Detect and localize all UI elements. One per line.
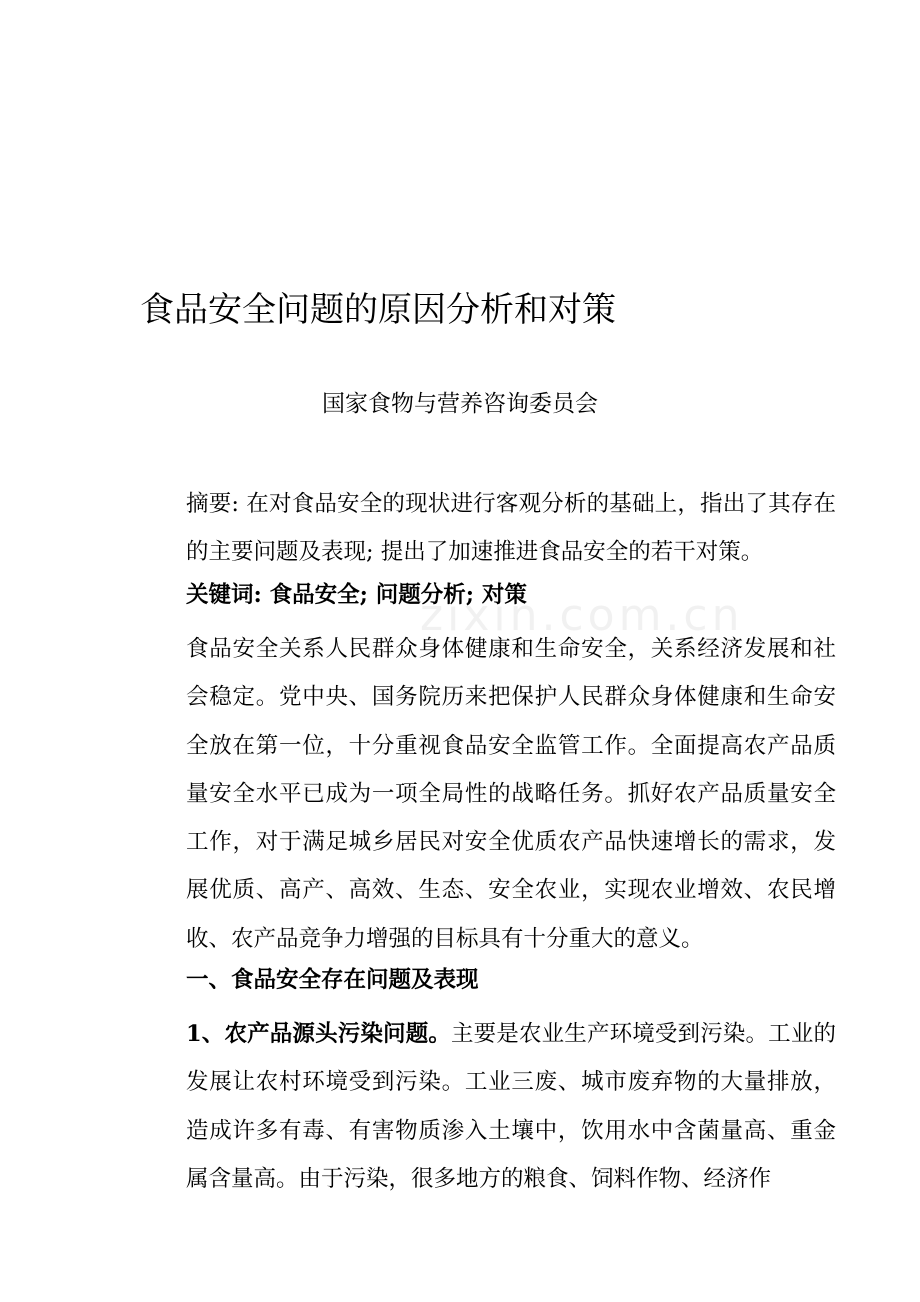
- watermark: zixin.com.cn: [420, 590, 744, 641]
- abstract-paragraph: 摘要: 在对食品安全的现状进行客观分析的基础上，指出了其存在的主要问题及表现; 提出了加速推进食品安全的若干对策。: [186, 491, 836, 566]
- paragraph-lead: 1、农产品源头污染问题。: [186, 1021, 452, 1047]
- section1-paragraph-1: [140, 1010, 836, 1203]
- paragraph-text: 主要是农业生产环境受到污染。工业的发展让农村环境受到污染。工业三废、城市废弃物的大量排放，造成许多有毒、有害物质渗入土壤中，饮用水中含菌量高、重金属含量高。由于污染，很多地方的粮食、饲料作物、经济作: [186, 1021, 836, 1192]
- section-heading-1: 一、食品安全存在问题及表现: [186, 967, 479, 993]
- keywords-line: 关键词: 食品安全; 问题分析; 对策: [186, 582, 527, 608]
- document-title: 食品安全问题的原因分析和对策: [140, 290, 616, 330]
- intro-paragraph: 食品安全关系人民群众身体健康和生命安全，关系经济发展和社会稳定。党中央、国务院历来把保护人民群众身体健康和生命安全放在第一位，十分重视食品安全监管工作。全面提高农产品质量安全水平已成为一项全局性的战略任务。抓好农产品质量安全工作，对于满足城乡居民对安全优质农产品快速增长的需求，发展优质、高产、高效、生态、安全农业，实现农业增效、农民增收、农产品竞争力增强的目标具有十分重大的意义。: [186, 636, 836, 952]
- document-author: 国家食物与营养咨询委员会: [322, 391, 598, 417]
